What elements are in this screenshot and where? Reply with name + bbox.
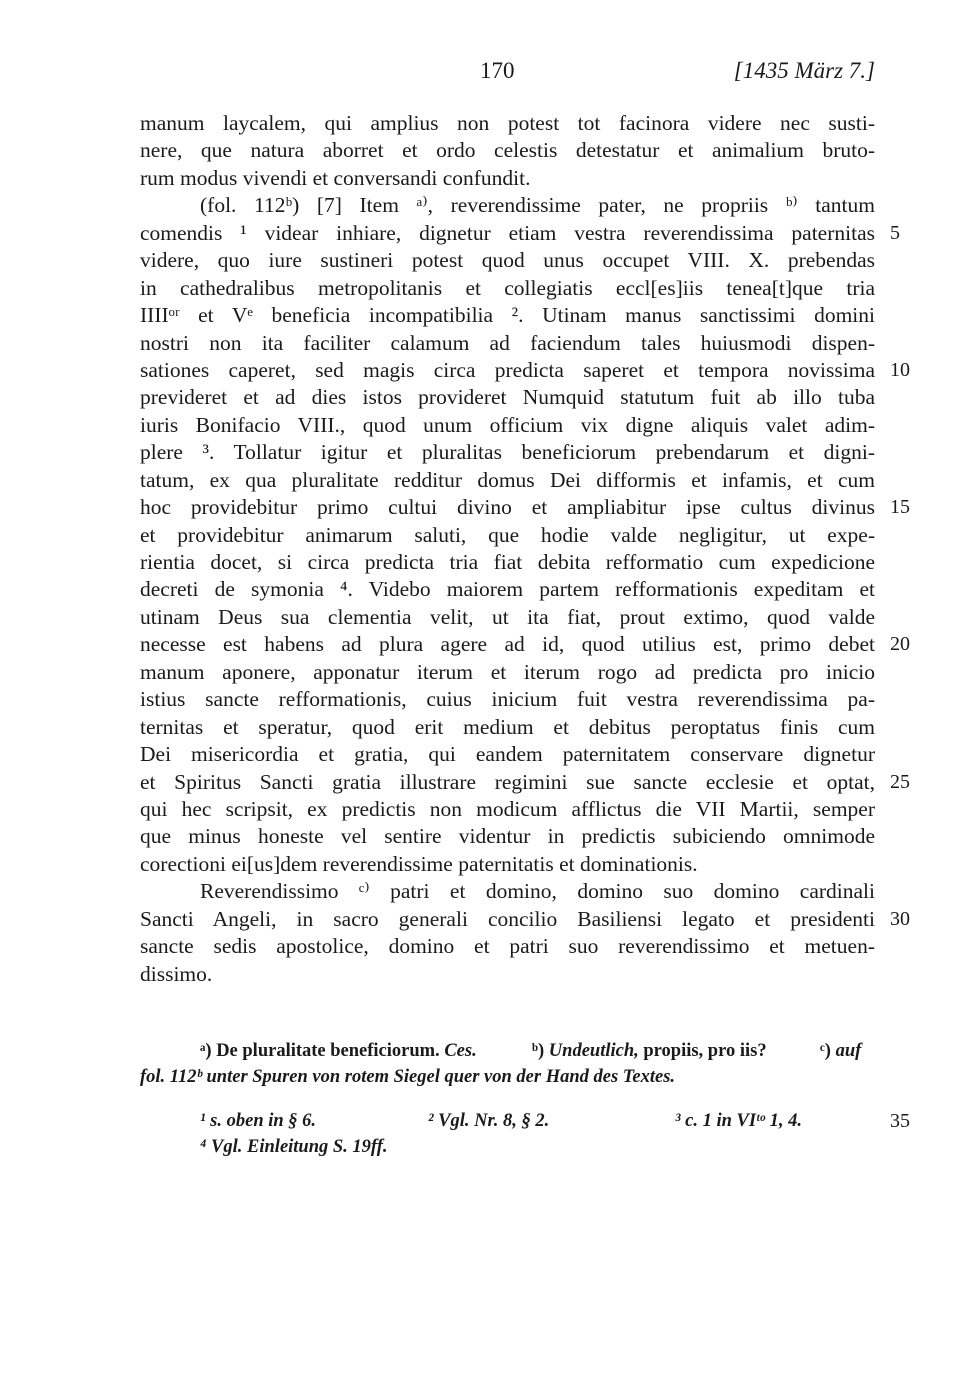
note-b [532,1038,767,1064]
text-line [140,631,910,658]
line-text: Reverendissimo ᶜ⁾ patri et domino, domino suo domino cardinali [200,879,875,904]
line-text: in cathedralibus metropolitanis et collegiatis eccl[es]iis tenea[t]que tria [140,275,875,300]
note-b-italic: Undeutlich, [548,1041,639,1061]
line-text: rientia docet, si circa predicta tria fiat debita refformatio cum expedicione [140,550,875,574]
text-line [140,357,910,384]
line-text: et providebitur animarum saluti, que hodie valde negligitur, ut expe- [140,522,875,547]
text-line [140,192,875,219]
note-c-continuation: fol. 112ᵇ unter Spuren von rotem Siegel quer von der Hand des Textes. [140,1067,676,1087]
main-text [140,110,910,988]
note-b-mark: ᵇ) [532,1041,545,1061]
line-text: hoc providebitur primo cultui divino et ampliabitur ipse cultus divinus [140,495,875,520]
text-line [140,247,875,274]
footnote-3: ³ c. 1 in VIᵗᵒ 1, 4. [675,1111,802,1131]
text-line [140,165,875,192]
text-line [140,659,875,686]
note-c [820,1038,861,1064]
textual-notes [140,1038,900,1090]
line-text: manum aponere, apponatur iterum et iterum rogo ad predicta pro inicio [140,659,875,684]
footnotes [140,1108,910,1160]
line-text: manum laycalem, qui amplius non potest tot facinora videre nec susti- [140,111,875,135]
text-line [140,110,875,137]
line-text: utinam Deus sua clementia velit, ut ita fiat, prout extimo, quod valde [140,604,875,629]
line-text: (fol. 112ᵇ) [7] Item ᵃ⁾, reverendissime pater, ne propriis ᵇ⁾ tantum [200,193,875,218]
text-line [140,604,875,631]
text-line [140,906,910,933]
note-c-first: auf [835,1041,862,1061]
footnote-line [140,1108,910,1134]
text-line [140,302,875,329]
text-line [140,384,875,411]
line-text: nostri non ita faciliter calamum ad faciendum tales huiusmodi dispen- [140,330,875,355]
text-line [140,439,875,466]
line-text: decreti de symonia ⁴. Videbo maiorem partem refformationis expeditam et [140,577,875,602]
line-text: previderet et ad dies istos provideret Numquid statutum fuit ab illo tuba [140,385,875,410]
line-number: 25 [890,770,910,793]
note-a-text: De pluralitate beneficiorum. [216,1041,440,1061]
note-a [200,1038,477,1064]
text-line [140,330,875,357]
line-number: 5 [890,221,900,244]
line-text: Sancti Angeli, in sacro generali concilio Basiliensi legato et presidenti [140,906,875,931]
text-line [140,137,875,164]
line-number: 35 [890,1110,910,1132]
page-header [140,58,875,94]
text-line [140,823,875,850]
line-text: et Spiritus Sancti gratia illustrare regimini sue sancte ecclesie et optat, [140,769,875,794]
line-number: 20 [890,633,910,656]
note-line [140,1038,900,1064]
line-number: 10 [890,358,910,381]
note-c-mark: ᶜ) [820,1041,831,1061]
text-line [140,549,875,576]
line-text: qui hec scripsit, ex predictis non modicum afflictus die VII Martii, semper [140,796,875,821]
line-text: istius sancte refformationis, cuius inicium fuit vestra reverendissima pa- [140,687,875,712]
note-a-mark: ᵃ) [200,1041,212,1061]
text-line [140,769,910,796]
text-line [140,686,875,713]
line-text: comendis ¹ videar inhiare, dignetur etiam vestra reverendissima paternitas [140,220,875,245]
text-line [140,851,875,878]
text-line [140,522,875,549]
footnote-1: ¹ s. oben in § 6. [200,1111,317,1131]
page-number: 170 [480,58,515,83]
text-line [140,275,875,302]
line-text: Dei misericordia et gratia, qui eandem paternitatem conservare dignetur [140,742,875,767]
text-line [140,933,875,960]
line-text: plere ³. Tollatur igitur et pluralitas beneficiorum prebendarum et digni- [140,440,875,465]
line-text: iuris Bonifacio VIII., quod unum officium vix digne aliquis valet adim- [140,412,875,437]
text-line [140,961,875,988]
line-text: IIIIᵒʳ et Vᵉ beneficia incompatibilia ². Utinam manus sanctissimi domini [140,303,875,328]
running-head-date: [1435 März 7.] [733,58,875,83]
text-line [140,576,875,603]
text-line [140,220,900,247]
text-line [140,412,875,439]
text-line [140,796,875,823]
line-text: rum modus vivendi et conversandi confundit. [140,165,531,190]
text-line [140,467,875,494]
text-line [140,494,910,521]
line-text: sancte sedis apostolice, domino et patri suo reverendissimo et metuen- [140,934,875,959]
line-number: 30 [890,907,910,930]
note-b-text: propiis, pro iis? [643,1041,767,1061]
line-text: nere, que natura aborret et ordo celestis detestatur et animalium bruto- [140,138,875,163]
footnote-line [140,1134,900,1160]
footnote-4: ⁴ Vgl. Einleitung S. 19ff. [200,1137,388,1157]
line-text: que minus honeste vel sentire videntur in predictis subiciendo omnimode [140,824,875,849]
line-text: ternitas et speratur, quod erit medium et debitus peroptatus finis cum [140,714,875,739]
line-text: dissimo. [140,961,213,986]
text-line [140,741,875,768]
line-text: corectioni ei[us]dem reverendissime paternitatis et dominationis. [140,851,698,876]
text-line [140,714,875,741]
line-text: sationes caperet, sed magis circa predicta saperet et tempora novissima [140,357,875,382]
note-a-source: Ces. [444,1041,477,1061]
line-text: tatum, ex qua pluralitate redditur domus Dei difformis et infamis, et cum [140,467,875,492]
line-text: necesse est habens ad plura agere ad id, quod utilius est, primo debet [140,632,875,657]
footnote-2: ² Vgl. Nr. 8, § 2. [428,1111,550,1131]
line-text: videre, quo iure sustineri potest quod unus occupet VIII. X. prebendas [140,248,875,273]
line-number: 15 [890,496,910,519]
text-line [140,878,875,905]
